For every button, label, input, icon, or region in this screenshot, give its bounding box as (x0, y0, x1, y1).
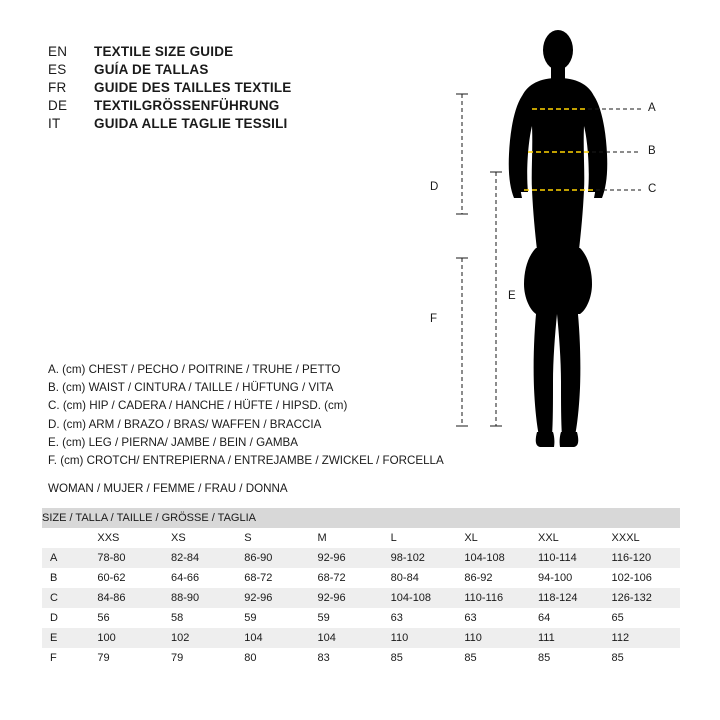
table-row (42, 628, 680, 648)
title-text-es: GUÍA DE TALLAS (94, 62, 209, 77)
title-text-it: GUIDA ALLE TAGLIE TESSILI (94, 116, 288, 131)
cell-b-l: 80-84 (385, 568, 459, 588)
title-text-fr: GUIDE DES TAILLES TEXTILE (94, 80, 292, 95)
cell-f-xxxl: 85 (606, 648, 680, 668)
cell-c-xl: 110-116 (458, 588, 532, 608)
cell-b-xxs: 60-62 (91, 568, 165, 588)
legend-item-c: C. (cm) HIP / CADERA / HANCHE / HÜFTE / HIPSD. (cm) (48, 399, 348, 413)
table-row (42, 608, 680, 628)
label-c: C (648, 183, 657, 195)
cell-b-xxxl: 102-106 (606, 568, 680, 588)
row-label-f: F (42, 648, 91, 668)
title-block (48, 44, 428, 134)
cell-e-xl: 110 (458, 628, 532, 648)
female-body-silhouette (509, 30, 608, 447)
cell-e-s: 104 (238, 628, 311, 648)
cell-c-xs: 88-90 (165, 588, 238, 608)
label-f: F (430, 313, 438, 325)
column-header-xxs: XXS (91, 528, 165, 548)
cell-a-xs: 82-84 (165, 548, 238, 568)
table-header-label: SIZE / TALLA / TAILLE / GRÖSSE / TAGLIA (42, 508, 680, 528)
cell-e-xxs: 100 (91, 628, 165, 648)
cell-d-xxs: 56 (91, 608, 165, 628)
cell-f-s: 80 (238, 648, 311, 668)
cell-a-xl: 104-108 (458, 548, 532, 568)
cell-d-l: 63 (385, 608, 459, 628)
cell-d-s: 59 (238, 608, 311, 628)
cell-e-xxxl: 112 (606, 628, 680, 648)
row-label-c: C (42, 588, 91, 608)
cell-a-l: 98-102 (385, 548, 459, 568)
title-lang-it: IT (48, 116, 61, 131)
cell-c-xxs: 84-86 (91, 588, 165, 608)
title-row (48, 62, 428, 77)
title-text-de: TEXTILGRÖSSENFÜHRUNG (94, 98, 280, 113)
cell-d-xs: 58 (165, 608, 238, 628)
column-header-xxl: XXL (532, 528, 606, 548)
cell-e-xxl: 111 (532, 628, 606, 648)
size-table-wrapper (42, 508, 680, 668)
column-header-l: L (385, 528, 459, 548)
cell-e-m: 104 (311, 628, 384, 648)
table-column-row (42, 528, 680, 548)
table-row (42, 548, 680, 568)
cell-c-m: 92-96 (311, 588, 384, 608)
cell-d-xxl: 64 (532, 608, 606, 628)
measurement-legend (48, 361, 478, 470)
cell-d-m: 59 (311, 608, 384, 628)
title-row (48, 98, 428, 113)
cell-b-m: 68-72 (311, 568, 384, 588)
title-text-en: TEXTILE SIZE GUIDE (94, 44, 234, 59)
title-row (48, 44, 428, 59)
column-corner (42, 528, 91, 548)
cell-b-xs: 64-66 (165, 568, 238, 588)
cell-c-xxl: 118-124 (532, 588, 606, 608)
cell-f-xs: 79 (165, 648, 238, 668)
label-e: E (508, 290, 516, 302)
title-row (48, 80, 428, 95)
cell-f-xxs: 79 (91, 648, 165, 668)
column-header-s: S (238, 528, 311, 548)
cell-a-xxxl: 116-120 (606, 548, 680, 568)
cell-a-m: 92-96 (311, 548, 384, 568)
table-header-row (42, 508, 680, 528)
column-header-xl: XL (458, 528, 532, 548)
table-row (42, 588, 680, 608)
legend-item-e: E. (cm) LEG / PIERNA/ JAMBE / BEIN / GAMBA (48, 435, 298, 449)
column-header-m: M (311, 528, 384, 548)
legend-item-b: B. (cm) WAIST / CINTURA / TAILLE / HÜFTUNG / VITA (48, 381, 334, 395)
cell-f-l: 85 (385, 648, 459, 668)
gender-label: WOMAN / MUJER / FEMME / FRAU / DONNA (48, 482, 288, 495)
cell-f-xl: 85 (458, 648, 532, 668)
table-row (42, 648, 680, 668)
cell-e-xs: 102 (165, 628, 238, 648)
row-label-d: D (42, 608, 91, 628)
cell-b-xl: 86-92 (458, 568, 532, 588)
label-d: D (430, 181, 439, 193)
legend-item-f: F. (cm) CROTCH/ ENTREPIERNA / ENTREJAMBE / ZWICKEL / FORCELLA (48, 454, 444, 468)
cell-a-s: 86-90 (238, 548, 311, 568)
row-label-b: B (42, 568, 91, 588)
row-label-a: A (42, 548, 91, 568)
cell-b-xxl: 94-100 (532, 568, 606, 588)
cell-e-l: 110 (385, 628, 459, 648)
column-header-xxxl: XXXL (606, 528, 680, 548)
table-row (42, 568, 680, 588)
cell-d-xl: 63 (458, 608, 532, 628)
cell-b-s: 68-72 (238, 568, 311, 588)
label-b: B (648, 145, 656, 157)
cell-f-xxl: 85 (532, 648, 606, 668)
column-header-xs: XS (165, 528, 238, 548)
cell-d-xxxl: 65 (606, 608, 680, 628)
cell-c-s: 92-96 (238, 588, 311, 608)
title-lang-es: ES (48, 62, 67, 77)
title-row (48, 116, 428, 131)
cell-c-l: 104-108 (385, 588, 459, 608)
row-label-e: E (42, 628, 91, 648)
title-lang-fr: FR (48, 80, 67, 95)
cell-f-m: 83 (311, 648, 384, 668)
legend-item-d: D. (cm) ARM / BRAZO / BRAS/ WAFFEN / BRACCIA (48, 417, 322, 431)
cell-a-xxs: 78-80 (91, 548, 165, 568)
legend-item-a: A. (cm) CHEST / PECHO / POITRINE / TRUHE / PETTO (48, 363, 341, 376)
size-table (42, 508, 680, 668)
cell-c-xxxl: 126-132 (606, 588, 680, 608)
label-a: A (648, 102, 656, 114)
title-lang-en: EN (48, 44, 68, 59)
title-lang-de: DE (48, 98, 68, 113)
cell-a-xxl: 110-114 (532, 548, 606, 568)
